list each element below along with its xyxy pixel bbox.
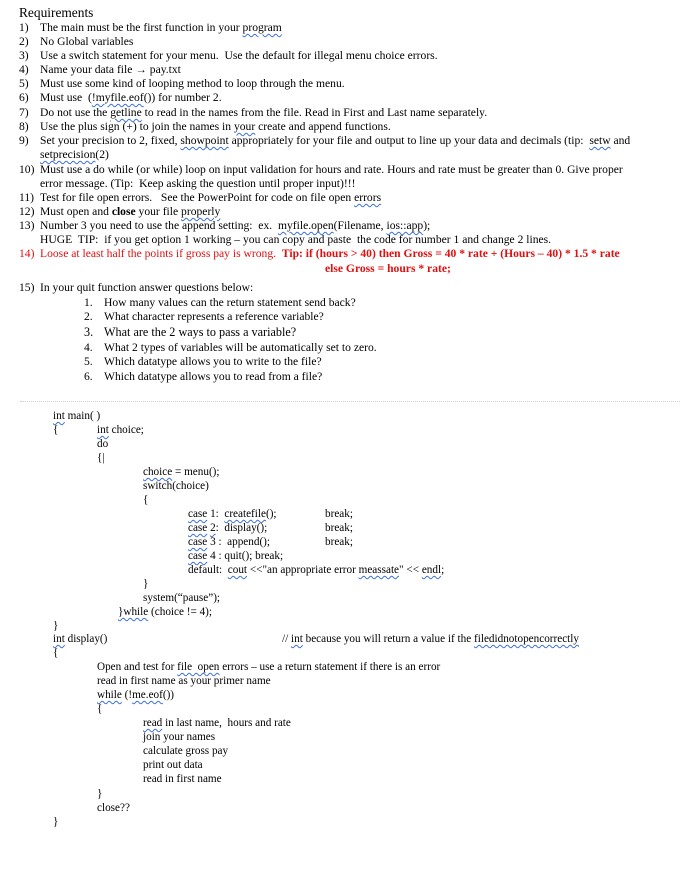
code-line	[53, 632, 107, 646]
text-run: read in first name	[143, 773, 222, 785]
requirement-line	[40, 134, 630, 148]
requirement-number: 1)	[19, 21, 29, 34]
code-line	[282, 632, 579, 646]
text-run: getline	[110, 106, 142, 119]
text-run: because you will return a value if the	[302, 633, 474, 645]
text-run: Do not use the	[40, 106, 111, 119]
code-line	[53, 409, 100, 423]
code-line	[118, 605, 212, 619]
code-line	[97, 801, 130, 815]
text-run: main( )	[64, 410, 101, 422]
text-run: ios::app	[386, 219, 424, 232]
text-run: Must use a do while (or while) loop on input validation for hours and rate. Hours and rate must be greater than 0. Give proper	[40, 163, 623, 176]
text-run: ;	[441, 564, 445, 576]
text-run: !myfile.eof	[91, 91, 144, 104]
text-run: create and append functions.	[255, 120, 391, 133]
text-run: endl	[421, 564, 442, 576]
text-run: to read in the names from the file. Read in First and Last name separately.	[141, 106, 488, 119]
code-line	[97, 423, 144, 437]
code-line	[53, 619, 58, 633]
requirement-line	[40, 205, 220, 219]
text-run: 2	[210, 522, 216, 534]
text-run: Must open and	[40, 205, 112, 218]
text-run: setw	[589, 134, 611, 147]
text-run: system(“pause”);	[143, 592, 221, 604]
requirement-line	[40, 148, 109, 162]
text-run: {	[53, 424, 59, 436]
text-run: showpoint	[180, 134, 229, 147]
text-run: Must use (	[40, 91, 92, 104]
requirement-number: 3)	[19, 49, 29, 62]
text-run: }while	[118, 606, 149, 618]
text-run: file open	[177, 661, 220, 673]
requirement-number: 6)	[19, 91, 29, 104]
requirement-line	[40, 247, 620, 261]
text-run: int	[53, 410, 65, 422]
text-run: 1:	[207, 508, 225, 520]
code-line	[188, 549, 283, 563]
text-run: switch(choice)	[143, 480, 209, 492]
requirement-line	[40, 219, 430, 233]
text-run: {	[143, 494, 149, 506]
text-run: do	[97, 438, 109, 450]
text-run: = menu();	[172, 466, 220, 478]
code-line	[188, 521, 267, 535]
code-line	[143, 772, 222, 786]
text-run: myfile.open	[277, 219, 334, 232]
text-run: createfile	[224, 508, 266, 520]
text-run: while	[97, 689, 122, 701]
text-run: filedidnotopencorrectly	[474, 633, 579, 645]
code-line	[53, 646, 58, 660]
text-run: <<"an appropriate error	[247, 564, 359, 576]
text-run: Name your data file → pay.txt	[40, 63, 181, 76]
text-run: (choice != 4);	[148, 606, 213, 618]
requirement-number: 9)	[19, 134, 29, 147]
requirements-title: Requirements	[19, 5, 94, 20]
requirement-number: 2)	[19, 35, 29, 48]
text-run: else Gross = hours * rate;	[325, 262, 451, 275]
text-run: errors – use a return statement if there is an error	[219, 661, 441, 673]
code-line	[143, 493, 148, 507]
text-run: me.eof	[132, 689, 163, 701]
question-number: 3.	[84, 325, 94, 339]
text-run: default:	[188, 564, 228, 576]
text-run: }	[53, 620, 59, 632]
text-run: ()) for number 2.	[143, 91, 222, 104]
text-run: Test for file open errors. See the PowerPoint for code on file open	[40, 191, 355, 204]
code-line	[188, 535, 270, 549]
code-line	[143, 716, 291, 730]
text-run: calculate gross pay	[143, 745, 229, 757]
question-number: 4.	[84, 341, 93, 354]
code-line	[325, 535, 353, 549]
requirement-line	[40, 35, 133, 49]
text-run: break;	[325, 522, 353, 534]
code-line	[325, 507, 353, 521]
text-run: //	[282, 633, 292, 645]
text-run: print out data	[143, 759, 203, 771]
text-run: 3 : append();	[207, 536, 271, 548]
text-run: properly	[181, 205, 221, 218]
text-run: program	[242, 21, 282, 34]
text-run: (2)	[95, 148, 109, 161]
text-run: and	[610, 134, 631, 147]
text-run: }	[53, 816, 59, 828]
text-run: close	[111, 205, 136, 218]
text-run: ();	[265, 508, 277, 520]
code-line	[143, 577, 148, 591]
requirement-line	[40, 120, 391, 134]
text-run: {	[97, 703, 103, 715]
code-line	[53, 815, 58, 829]
requirement-number: 4)	[19, 63, 29, 76]
requirement-line	[325, 262, 451, 276]
text-run: read in first name as your primer name	[97, 675, 271, 687]
question-number: 6.	[84, 370, 93, 383]
text-run: {	[53, 647, 59, 659]
requirement-line	[40, 77, 345, 91]
text-run: errors	[354, 191, 382, 204]
text-run: close??	[97, 802, 130, 814]
text-run: The main must be the first function in your	[40, 21, 243, 34]
question-text: How many values can the return statement send back?	[104, 296, 356, 309]
text-run: break;	[325, 508, 353, 520]
requirement-line	[40, 233, 551, 247]
requirement-line	[40, 49, 438, 63]
requirement-number: 13)	[19, 219, 35, 232]
text-run: Number 3 you need to use the append setting: ex.	[40, 219, 278, 232]
text-run: int	[291, 633, 303, 645]
requirement-number: 11)	[19, 191, 35, 204]
code-line	[325, 521, 353, 535]
requirement-number: 8)	[19, 120, 29, 133]
text-run: Use a switch statement for your menu. Use the default for illegal menu choice errors.	[40, 49, 438, 62]
text-run: (!	[121, 689, 133, 701]
text-run: Tip: if (hours > 40) then Gross = 40 * rate + (Hours – 40) * 1.5 * rate	[281, 247, 620, 260]
question-number: 2.	[84, 310, 93, 323]
text-run: your file	[135, 205, 182, 218]
code-line	[143, 758, 203, 772]
text-run: {|	[97, 452, 105, 464]
text-run: read	[143, 717, 163, 729]
text-run: ())	[162, 689, 175, 701]
question-number: 1.	[84, 296, 93, 309]
text-run: }	[143, 578, 149, 590]
code-line	[143, 479, 209, 493]
section-divider	[20, 401, 680, 402]
code-line	[97, 674, 271, 688]
code-line	[97, 787, 102, 801]
text-run: No Global variables	[40, 35, 134, 48]
text-run: break;	[325, 536, 353, 548]
requirement-number: 14)	[19, 247, 35, 260]
text-run: case	[188, 522, 208, 534]
code-line	[97, 451, 105, 465]
requirement-line	[40, 91, 222, 105]
question-number: 5.	[84, 355, 93, 368]
text-run: }	[97, 788, 103, 800]
requirement-number: 7)	[19, 106, 29, 119]
text-run: join your names	[143, 731, 216, 743]
text-run: case	[188, 550, 208, 562]
text-run: cout	[227, 564, 248, 576]
text-run: (Filename,	[333, 219, 387, 232]
code-line	[97, 660, 440, 674]
requirement-line	[40, 163, 623, 177]
text-run: display()	[64, 633, 108, 645]
code-line	[188, 563, 444, 577]
text-run: 4 : quit(); break;	[207, 550, 284, 562]
text-run: : display();	[215, 522, 268, 534]
text-run: " <<	[399, 564, 422, 576]
text-run: appropriately for your file and output to line up your data and decimals (tip:	[228, 134, 590, 147]
text-run: );	[423, 219, 431, 232]
question-text: What character represents a reference variable?	[104, 310, 324, 323]
text-run: error message. (Tip: Keep asking the question until proper input)!!!	[40, 177, 356, 190]
requirement-line	[40, 21, 282, 35]
requirement-number: 12)	[19, 205, 35, 218]
requirement-line	[40, 281, 253, 295]
requirement-number: 5)	[19, 77, 29, 90]
text-run: Open and test for	[97, 661, 178, 673]
question-text: What are the 2 ways to pass a variable?	[104, 325, 297, 339]
question-text: Which datatype allows you to write to the file?	[104, 355, 322, 368]
requirement-number: 15)	[19, 281, 35, 294]
question-text: Which datatype allows you to read from a file?	[104, 370, 323, 383]
code-line	[143, 591, 220, 605]
text-run: in last name, hours and rate	[162, 717, 291, 729]
code-line	[143, 730, 215, 744]
requirement-number: 10)	[19, 163, 35, 176]
code-line	[97, 688, 174, 702]
text-run: int	[97, 424, 109, 436]
code-line	[53, 423, 58, 437]
text-run: HUGE TIP: if you get option 1 working – you can copy and paste the code for number 1 and change 2 lines.	[40, 233, 552, 246]
text-run: In your quit function answer questions below:	[40, 281, 254, 294]
text-run: case	[188, 508, 208, 520]
question-text: What 2 types of variables will be automatically set to zero.	[104, 341, 377, 354]
text-run: choice;	[108, 424, 144, 436]
requirement-line	[40, 191, 381, 205]
text-run: Must use some kind of looping method to loop through the menu.	[40, 77, 345, 90]
text-run: case	[188, 536, 208, 548]
text-run: meassate	[358, 564, 400, 576]
code-line	[188, 507, 277, 521]
code-line	[97, 437, 108, 451]
text-run: setprecision	[40, 148, 96, 161]
code-line	[97, 702, 102, 716]
code-line	[143, 744, 228, 758]
text-run: Set your precision to 2, fixed,	[40, 134, 181, 147]
text-run: your	[233, 120, 256, 133]
requirement-line	[40, 177, 355, 191]
text-run: Use the plus sign (+) to join the names in	[40, 120, 234, 133]
text-run: choice	[143, 466, 173, 478]
requirement-line	[40, 106, 487, 120]
text-run: Loose at least half the points if gross pay is wrong.	[40, 247, 282, 260]
text-run: int	[53, 633, 65, 645]
requirement-line	[40, 63, 181, 77]
code-line	[143, 465, 220, 479]
